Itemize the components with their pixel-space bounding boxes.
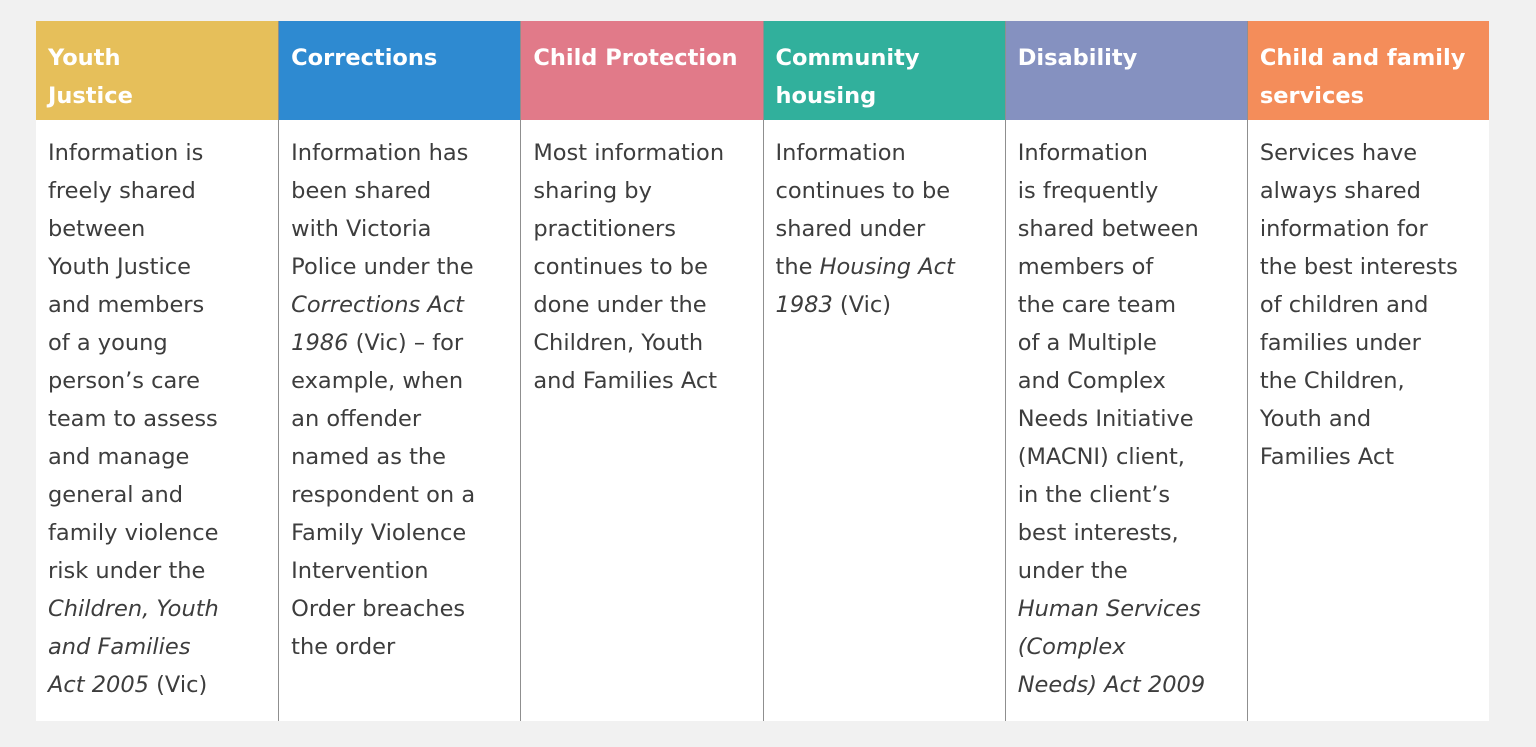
body-line: freely shared [48, 178, 196, 204]
body-line: sharing by [533, 178, 652, 204]
body-line: shared between [1017, 216, 1199, 242]
body-line: general and [48, 482, 183, 508]
italic-text: Needs) Act 2009 [1017, 672, 1206, 698]
italic-text: (Complex [1017, 634, 1126, 660]
italic-text: 1983 [775, 292, 833, 318]
plain-text: the [775, 254, 820, 280]
header-line: Corrections [291, 45, 438, 71]
header-child-family-services [1248, 21, 1489, 120]
body-line [776, 286, 999, 324]
plain-text: (Vic) – for [348, 330, 464, 356]
body-line: between [48, 216, 146, 242]
italic-text: 1986 [291, 330, 349, 356]
body-line: Needs Initiative [1017, 406, 1194, 432]
body-line: done under the [533, 292, 707, 318]
italic-text: Human Services [1017, 596, 1201, 622]
body-line: shared under [775, 216, 926, 242]
header-youth-justice [36, 21, 278, 120]
body-line: named as the [291, 444, 447, 470]
italic-text: Corrections Act [291, 292, 464, 318]
body-line [1018, 666, 1241, 704]
body-line: of a young [48, 330, 168, 356]
body-disability [1006, 120, 1247, 721]
body-child-family-services [1248, 120, 1489, 721]
header-child-protection [521, 21, 762, 120]
body-line: Youth and [1259, 406, 1372, 432]
body-line [291, 286, 514, 324]
services-table [36, 21, 1489, 721]
body-line: respondent on a [291, 482, 476, 508]
header-line: Child Protection [533, 45, 738, 71]
body-line: example, when [291, 368, 464, 394]
header-line: services [1259, 83, 1364, 109]
body-line [1018, 628, 1241, 666]
body-line: practitioners [533, 216, 677, 242]
header-corrections [279, 21, 520, 120]
body-line: Youth Justice [48, 254, 191, 280]
body-line: families under [1259, 330, 1421, 356]
italic-text: Act 2005 [48, 672, 149, 698]
body-line [1018, 590, 1241, 628]
body-line: Information [775, 140, 906, 166]
header-line: Disability [1017, 45, 1138, 71]
body-line: family violence [48, 520, 219, 546]
column-child-protection [520, 21, 762, 721]
body-line: and Families Act [533, 368, 718, 394]
italic-text: Housing Act [819, 254, 955, 280]
body-line: the Children, [1259, 368, 1405, 394]
body-line: continues to be [533, 254, 708, 280]
body-line: continues to be [775, 178, 951, 204]
body-line: and manage [48, 444, 190, 470]
body-line [48, 666, 272, 704]
body-line: members of [1017, 254, 1154, 280]
body-line: of children and [1259, 292, 1429, 318]
header-line: housing [775, 83, 877, 109]
body-line: risk under the [48, 558, 206, 584]
body-line: Intervention [291, 558, 429, 584]
header-line: Child and family [1259, 45, 1466, 71]
body-line: of a Multiple [1017, 330, 1157, 356]
plain-text: (Vic) [149, 672, 208, 698]
body-line [291, 324, 514, 362]
body-line [48, 590, 272, 628]
body-line: in the client’s [1017, 482, 1171, 508]
body-line: and Complex [1017, 368, 1166, 394]
body-line: Order breaches [291, 596, 466, 622]
body-line: is frequently [1017, 178, 1159, 204]
column-community-housing [763, 21, 1005, 721]
body-line [48, 628, 272, 666]
column-corrections [278, 21, 520, 721]
column-youth-justice [36, 21, 278, 721]
body-line: information for [1259, 216, 1428, 242]
body-line: person’s care [48, 368, 200, 394]
italic-text: and Families [48, 634, 191, 660]
plain-text: (Vic) [832, 292, 892, 318]
body-line: Information is [48, 140, 204, 166]
body-community-housing [764, 120, 1005, 721]
italic-text: Children, Youth [48, 596, 219, 622]
body-line: been shared [291, 178, 432, 204]
body-youth-justice [36, 120, 278, 721]
column-disability [1005, 21, 1247, 721]
body-line: best interests, [1017, 520, 1179, 546]
body-line: (MACNI) client, [1017, 444, 1185, 470]
body-line: team to assess [48, 406, 218, 432]
column-child-family-services [1247, 21, 1489, 721]
body-line: Children, Youth [533, 330, 704, 356]
header-community-housing [764, 21, 1005, 120]
header-line: Community [775, 45, 920, 71]
body-line: the best interests [1259, 254, 1458, 280]
header-line: Youth [48, 45, 121, 71]
body-line: Families Act [1259, 444, 1395, 470]
body-line: an offender [291, 406, 422, 432]
body-line: Information [1017, 140, 1148, 166]
body-line: always shared [1259, 178, 1421, 204]
body-line: Most information [533, 140, 725, 166]
body-line: the order [291, 634, 396, 660]
body-corrections [279, 120, 520, 721]
body-line: Information has [291, 140, 469, 166]
body-child-protection [521, 120, 762, 721]
body-line: with Victoria [291, 216, 432, 242]
header-disability [1006, 21, 1247, 120]
body-line: Police under the [291, 254, 474, 280]
body-line: Services have [1259, 140, 1418, 166]
body-line [776, 248, 999, 286]
body-line: and members [48, 292, 205, 318]
body-line: the care team [1017, 292, 1177, 318]
header-line: Justice [48, 83, 133, 109]
body-line: Family Violence [291, 520, 467, 546]
body-line: under the [1017, 558, 1128, 584]
